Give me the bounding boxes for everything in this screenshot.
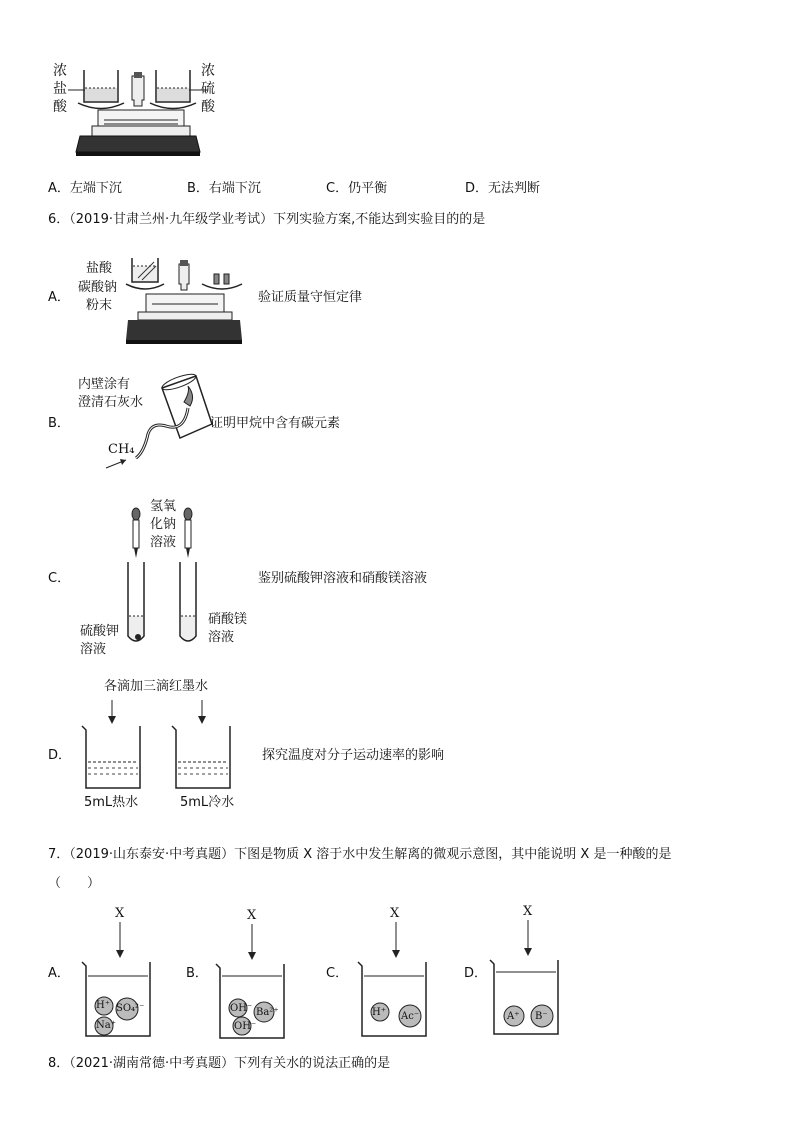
q6-a-desc: 验证质量守恒定律 [258, 290, 363, 305]
q7-b-ion-2: Ba²⁺ [256, 1007, 279, 1018]
q5-option-a[interactable] [48, 181, 122, 197]
q7-c-ion-2: Ac⁻ [401, 1011, 420, 1022]
q6-c-right-1: 硝酸镁 [208, 612, 248, 627]
q7-a-ion-2: SO₄²⁻ [116, 1003, 145, 1014]
balance-scale-icon [48, 60, 228, 160]
q6-b-gas-label: CH₄ [108, 442, 135, 457]
q6-c-desc: 鉴别硫酸钾溶液和硝酸镁溶液 [258, 571, 428, 586]
q6-a-label-powder: 粉末 [86, 298, 113, 313]
q6-b-label-2: 澄清石灰水 [78, 395, 144, 410]
q6-a-label-na2co3: 碳酸钠 [78, 280, 118, 295]
q6-b-key[interactable]: B． [48, 416, 70, 431]
q7-d-key[interactable]: D． [464, 966, 488, 981]
q6-d-key[interactable]: D． [48, 748, 72, 763]
q5-option-d[interactable] [465, 181, 540, 197]
option-key: A． [48, 181, 70, 196]
q7-a-beaker-icon [80, 910, 156, 1042]
option-text: 左端下沉 [69, 181, 122, 196]
q5-right-label: 浓 硫 酸 [201, 63, 215, 115]
q6-stem: 6．（2019·甘肃兰州·九年级学业考试）下列实验方案,不能达到实验目的的是 [48, 212, 486, 227]
q7-stem: 7．（2019·山东泰安·中考真题）下图是物质 X 溶于水中发生解离的微观示意图，其中能说明 X 是一种酸的是 [48, 847, 672, 862]
q8-stem: 8．（2021·湖南常德·中考真题）下列有关水的说法正确的是 [48, 1056, 391, 1071]
q7-c-key[interactable]: C． [326, 966, 349, 981]
q7-b-key[interactable]: B． [186, 966, 208, 981]
option-key: B． [187, 181, 209, 196]
test-tubes-dropper-icon [122, 504, 202, 654]
option-text: 仍平衡 [348, 181, 388, 196]
q5-figure [48, 60, 228, 160]
q6-c-key[interactable]: C． [48, 571, 71, 586]
q7-a-key[interactable]: A． [48, 966, 70, 981]
q7-c-beaker-icon [356, 910, 432, 1042]
balance-with-beaker-icon [124, 256, 244, 346]
two-beakers-icon [80, 696, 240, 792]
q6-b-desc: 证明甲烷中含有碳元素 [210, 416, 341, 431]
q6-d-left: 5mL热水 [84, 795, 139, 810]
q6-c-top-2: 化钠 [150, 517, 177, 532]
q5-option-c[interactable] [326, 181, 387, 197]
q7-paren: （ ） [48, 876, 101, 891]
q7-c-ion-1: H⁺ [372, 1007, 386, 1018]
q6-c-top-3: 溶液 [150, 535, 177, 550]
q6-d-right: 5mL冷水 [180, 795, 235, 810]
q7-d-beaker-icon [488, 906, 564, 1038]
q7-b-ion-1: OH⁻ [230, 1003, 253, 1014]
q6-d-desc: 探究温度对分子运动速率的影响 [262, 748, 445, 763]
q5-option-b[interactable] [187, 181, 261, 197]
q7-b-ion-3: OH⁻ [234, 1021, 257, 1032]
q6-c-left-1: 硫酸钾 [80, 624, 120, 639]
q7-c-x: X [390, 906, 400, 921]
q7-a-ion-3: Na⁺ [96, 1020, 116, 1031]
q7-d-ion-1: A⁺ [507, 1011, 520, 1022]
q5-left-label: 浓 盐 酸 [53, 63, 67, 115]
q7-b-x: X [247, 908, 257, 923]
q6-a-key[interactable]: A． [48, 290, 70, 305]
q6-d-top: 各滴加三滴红墨水 [104, 679, 209, 694]
q6-c-left-2: 溶液 [80, 642, 107, 657]
q7-a-x: X [115, 906, 125, 921]
q6-a-label-hcl: 盐酸 [86, 261, 113, 276]
option-key: C． [326, 181, 349, 196]
option-text: 右端下沉 [208, 181, 261, 196]
q6-c-right-2: 溶液 [208, 630, 235, 645]
q6-b-label-1: 内壁涂有 [78, 377, 131, 392]
q6-c-top-1: 氢氧 [150, 499, 177, 514]
option-key: D． [465, 181, 489, 196]
q7-a-ion-1: H⁺ [96, 1000, 110, 1011]
option-text: 无法判断 [488, 181, 541, 196]
q7-d-x: X [523, 904, 533, 919]
q7-d-ion-2: B⁻ [535, 1011, 548, 1022]
